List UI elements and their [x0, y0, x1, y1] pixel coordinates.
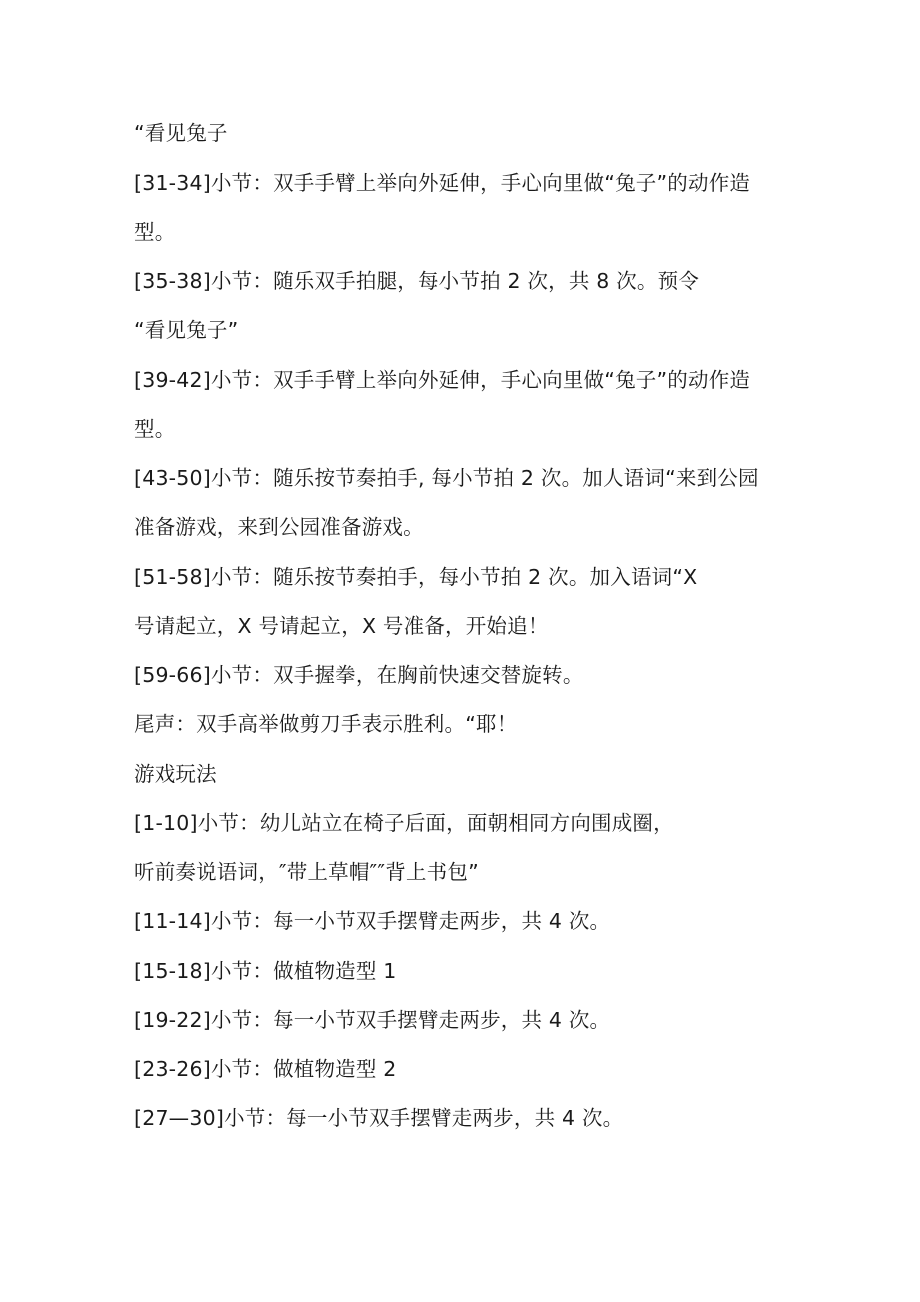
text-line-11: 号请起立，X 号请起立，X 号准备，开始追！	[134, 614, 549, 638]
text-line-1: “看见兔子	[134, 121, 228, 145]
text-line-20: [23-26]小节：做植物造型 2	[134, 1057, 397, 1081]
text-line-10: [51-58]小节：随乐按节奏拍手，每小节拍 2 次。加入语词“X	[134, 565, 698, 589]
text-line-7: 型。	[134, 417, 176, 441]
text-line-6: [39-42]小节：双手手臂上举向外延伸，手心向里做“兔子”的动作造	[134, 368, 751, 392]
text-line-3: 型。	[134, 220, 176, 244]
text-line-14: 游戏玩法	[134, 762, 217, 786]
text-line-19: [19-22]小节：每一小节双手摆臂走两步，共 4 次。	[134, 1008, 611, 1032]
text-line-17: [11-14]小节：每一小节双手摆臂走两步，共 4 次。	[134, 909, 611, 933]
text-line-21: [27—30]小节：每一小节双手摆臂走两步，共 4 次。	[134, 1106, 624, 1130]
text-line-4: [35-38]小节：随乐双手拍腿，每小节拍 2 次，共 8 次。预令	[134, 269, 700, 293]
text-line-18: [15-18]小节：做植物造型 1	[134, 959, 397, 983]
text-line-15: [1-10]小节：幼儿站立在椅子后面，面朝相同方向围成圈，	[134, 811, 674, 835]
text-line-2: [31-34]小节：双手手臂上举向外延伸，手心向里做“兔子”的动作造	[134, 171, 751, 195]
text-line-8: [43-50]小节：随乐按节奏拍手, 每小节拍 2 次。加人语词“来到公园	[134, 466, 759, 490]
text-line-12: [59-66]小节：双手握拳，在胸前快速交替旋转。	[134, 663, 584, 687]
text-line-5: “看见兔子”	[134, 318, 239, 342]
text-line-16: 听前奏说语词，″带上草帽″″背上书包”	[134, 860, 479, 884]
text-line-13: 尾声：双手高举做剪刀手表示胜利。“耶！	[134, 712, 518, 736]
text-line-9: 准备游戏，来到公园准备游戏。	[134, 515, 424, 539]
